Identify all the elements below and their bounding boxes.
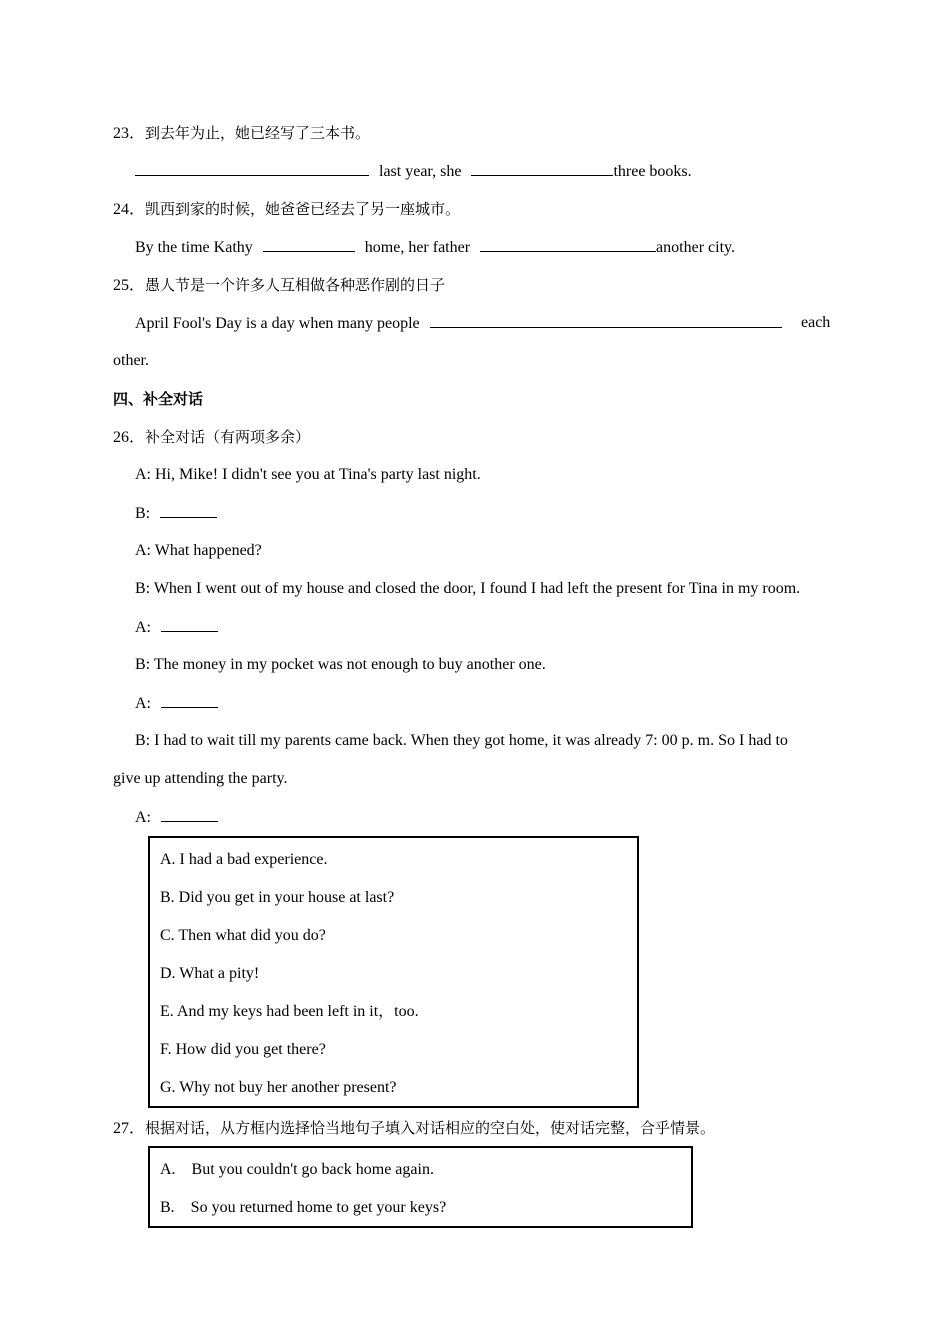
q26-dialog-line: B: When I went out of my house and closed the door, I found I had left the present for Tina in my room. [135, 580, 801, 597]
option-item: E. And my keys had been left in it，too. [160, 1003, 419, 1020]
q26-dialog-line: B: The money in my pocket was not enough to buy another one. [135, 656, 546, 673]
option-item: C. Then what did you do? [160, 927, 326, 944]
q23-answer-line [135, 161, 692, 182]
q25-prompt: 愚人节是一个许多人互相做各种恶作剧的日子 [145, 276, 446, 294]
q23-blank-2[interactable] [471, 161, 613, 176]
q25-number: 25． [113, 277, 146, 294]
q25-text-2: each [801, 314, 831, 331]
option-item: B. Did you get in your house at last? [160, 889, 395, 906]
option-item: B. So you returned home to get your keys? [160, 1199, 447, 1216]
q24-number: 24． [113, 201, 146, 218]
q27-number: 27． [113, 1120, 146, 1137]
q26-dialog-line: B: I had to wait till my parents came back. When they got home, it was already 7: 00 p. m. So I had to [135, 732, 788, 749]
q24-answer-line [135, 237, 735, 258]
q24-blank-1[interactable] [263, 237, 355, 252]
q23-prompt: 到去年为止，她已经写了三本书。 [145, 124, 371, 142]
q23-text-1: last year, she [379, 163, 462, 180]
q23-number: 23． [113, 125, 146, 142]
q26-dialog-line: A: What happened? [135, 542, 262, 559]
q26-speaker: A: [135, 695, 151, 712]
q24-text-1: By the time Kathy [135, 239, 253, 256]
q27-options-box [148, 1146, 693, 1228]
q26-blank-2[interactable] [161, 617, 218, 632]
q26-blank-4[interactable] [161, 807, 218, 822]
q26-number: 26． [113, 429, 146, 446]
q26-blank-1[interactable] [160, 503, 217, 518]
q26-blank-3[interactable] [161, 693, 218, 708]
q26-dialog-line: A: Hi, Mike! I didn't see you at Tina's party last night. [135, 466, 481, 483]
q26-speaker: A: [135, 619, 151, 636]
q26-dialog-line [135, 617, 218, 638]
q26-dialog-line [135, 693, 218, 714]
q26-speaker: B: [135, 505, 151, 522]
option-item: D. What a pity! [160, 965, 260, 982]
q24-text-3: another city. [656, 239, 735, 256]
q25-header [113, 275, 445, 296]
q24-text-2: home, her father [364, 239, 471, 256]
q26-prompt: 补全对话（有两项多余） [145, 428, 311, 446]
q24-header [113, 199, 460, 220]
q23-text-2: three books. [613, 163, 692, 180]
q26-speaker: A: [135, 809, 151, 826]
q24-prompt: 凯西到家的时候，她爸爸已经去了另一座城市。 [145, 200, 461, 218]
q24-blank-2[interactable] [480, 237, 656, 252]
option-item: A. I had a bad experience. [160, 851, 328, 868]
q26-options-box [148, 836, 639, 1108]
q27-prompt: 根据对话，从方框内选择恰当地句子填入对话相应的空白处，使对话完整，合乎情景。 [145, 1119, 716, 1137]
q26-dialog-line: give up attending the party. [113, 770, 288, 787]
q25-text-3: other. [113, 352, 149, 369]
q26-dialog-line [135, 807, 218, 828]
option-item: G. Why not buy her another present? [160, 1079, 397, 1096]
q26-dialog-line [135, 503, 217, 524]
option-item: F. How did you get there? [160, 1041, 326, 1058]
section-4-title: 四、补全对话 [113, 390, 204, 408]
q26-header [113, 427, 310, 448]
q25-text-1: April Fool's Day is a day when many people [135, 315, 420, 332]
option-item: A. But you couldn't go back home again. [160, 1161, 434, 1178]
q27-header [113, 1118, 715, 1139]
q23-header [113, 123, 370, 144]
q23-blank-1[interactable] [135, 161, 369, 176]
q25-blank-1[interactable] [430, 313, 782, 328]
q25-answer-line [135, 313, 782, 334]
